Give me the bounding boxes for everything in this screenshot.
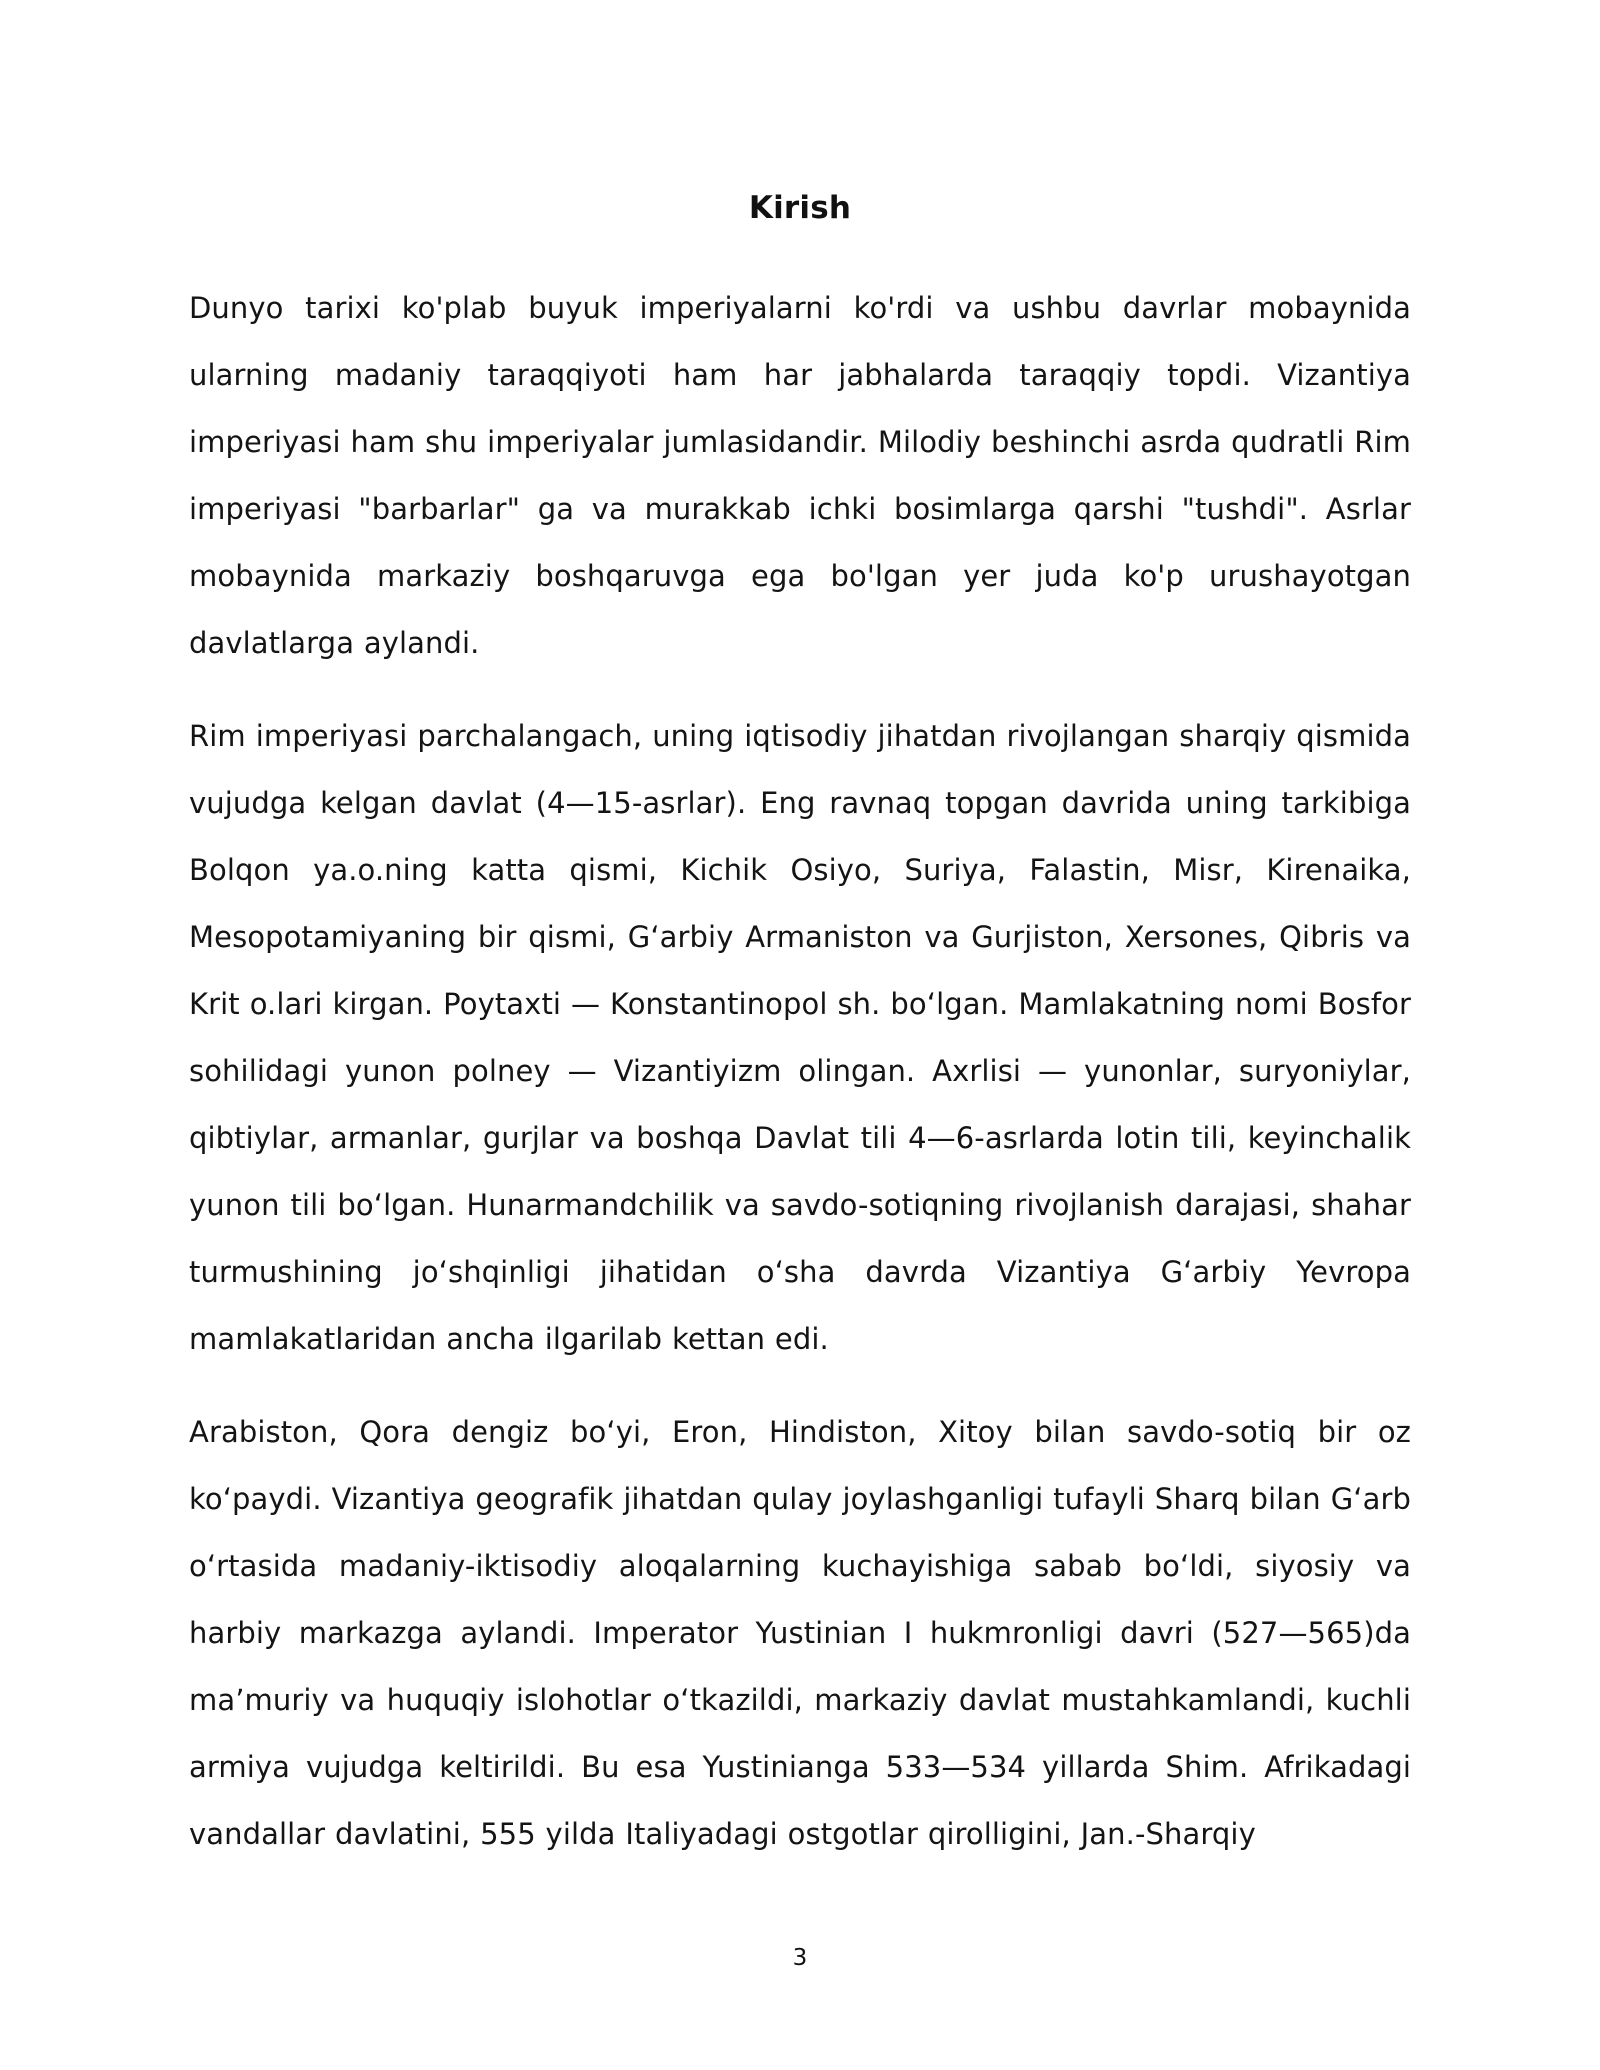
page-title: Kirish	[748, 190, 852, 226]
paragraph-2: Rim imperiyasi parchalangach, uning iqtisodiy jihatdan rivojlangan sharqiy qismida vujudga kelgan davlat (4—15-asrlar). Eng ravnaq topgan davrida uning tarkibiga Bolqon ya.o.ning katta qismi, Kichik Osiyo, Suriya, Falastin, Misr, Kirenaika, Mesopotamiyaning bir qismi, Gʻarbiy Armaniston va Gurjiston, Xersones, Qibris va Krit o.lari kirgan. Poytaxti — Konstantinopol sh. boʻlgan. Mamlakatning nomi Bosfor sohilidagi yunon polney — Vizantiyizm olingan. Axrlisi — yunonlar, suryoniylar, qibtiylar, armanlar, gurjlar va boshqa Davlat tili 4—6-asrlarda lotin tili, keyinchalik yunon tili boʻlgan. Hunarmandchilik va savdo-sotiqning rivojlanish darajasi, shahar turmushining joʻshqinligi jihatidan oʻsha davrda Vizantiya Gʻarbiy Yevropa mamlakatlaridan ancha ilgarilab kettan edi.	[189, 719, 1411, 1356]
page-number: 3	[792, 1945, 808, 1971]
paragraph-3: Arabiston, Qora dengiz boʻyi, Eron, Hindiston, Xitoy bilan savdo-sotiq bir oz koʻpaydi. Vizantiya geografik jihatdan qulay joylashganligi tufayli Sharq bilan Gʻarb oʻrtasida madaniy-iktisodiy aloqalarning kuchayishiga sabab boʻldi, siyosiy va harbiy markazga aylandi. Imperator Yustinian I hukmronligi davri (527—565)da ma’muriy va huquqiy islohotlar oʻtkazildi, markaziy davlat mustahkamlandi, kuchli armiya vujudga keltirildi. Bu esa Yustinianga 533—534 yillarda Shim. Afrikadagi vandallar davlatini, 555 yilda Italiyadagi ostgotlar qirolligini, Jan.-Sharqiy	[189, 1415, 1411, 1851]
body-text	[189, 275, 1411, 1894]
paragraph-1: Dunyo tarixi ko'plab buyuk imperiyalarni ko'rdi va ushbu davrlar mobaynida ularning madaniy taraqqiyoti ham har jabhalarda taraqqiy topdi. Vizantiya imperiyasi ham shu imperiyalar jumlasidandir. Milodiy beshinchi asrda qudratli Rim imperiyasi "barbarlar" ga va murakkab ichki bosimlarga qarshi "tushdi". Asrlar mobaynida markaziy boshqaruvga ega bo'lgan yer juda ko'p urushayotgan davlatlarga aylandi.	[189, 291, 1411, 660]
